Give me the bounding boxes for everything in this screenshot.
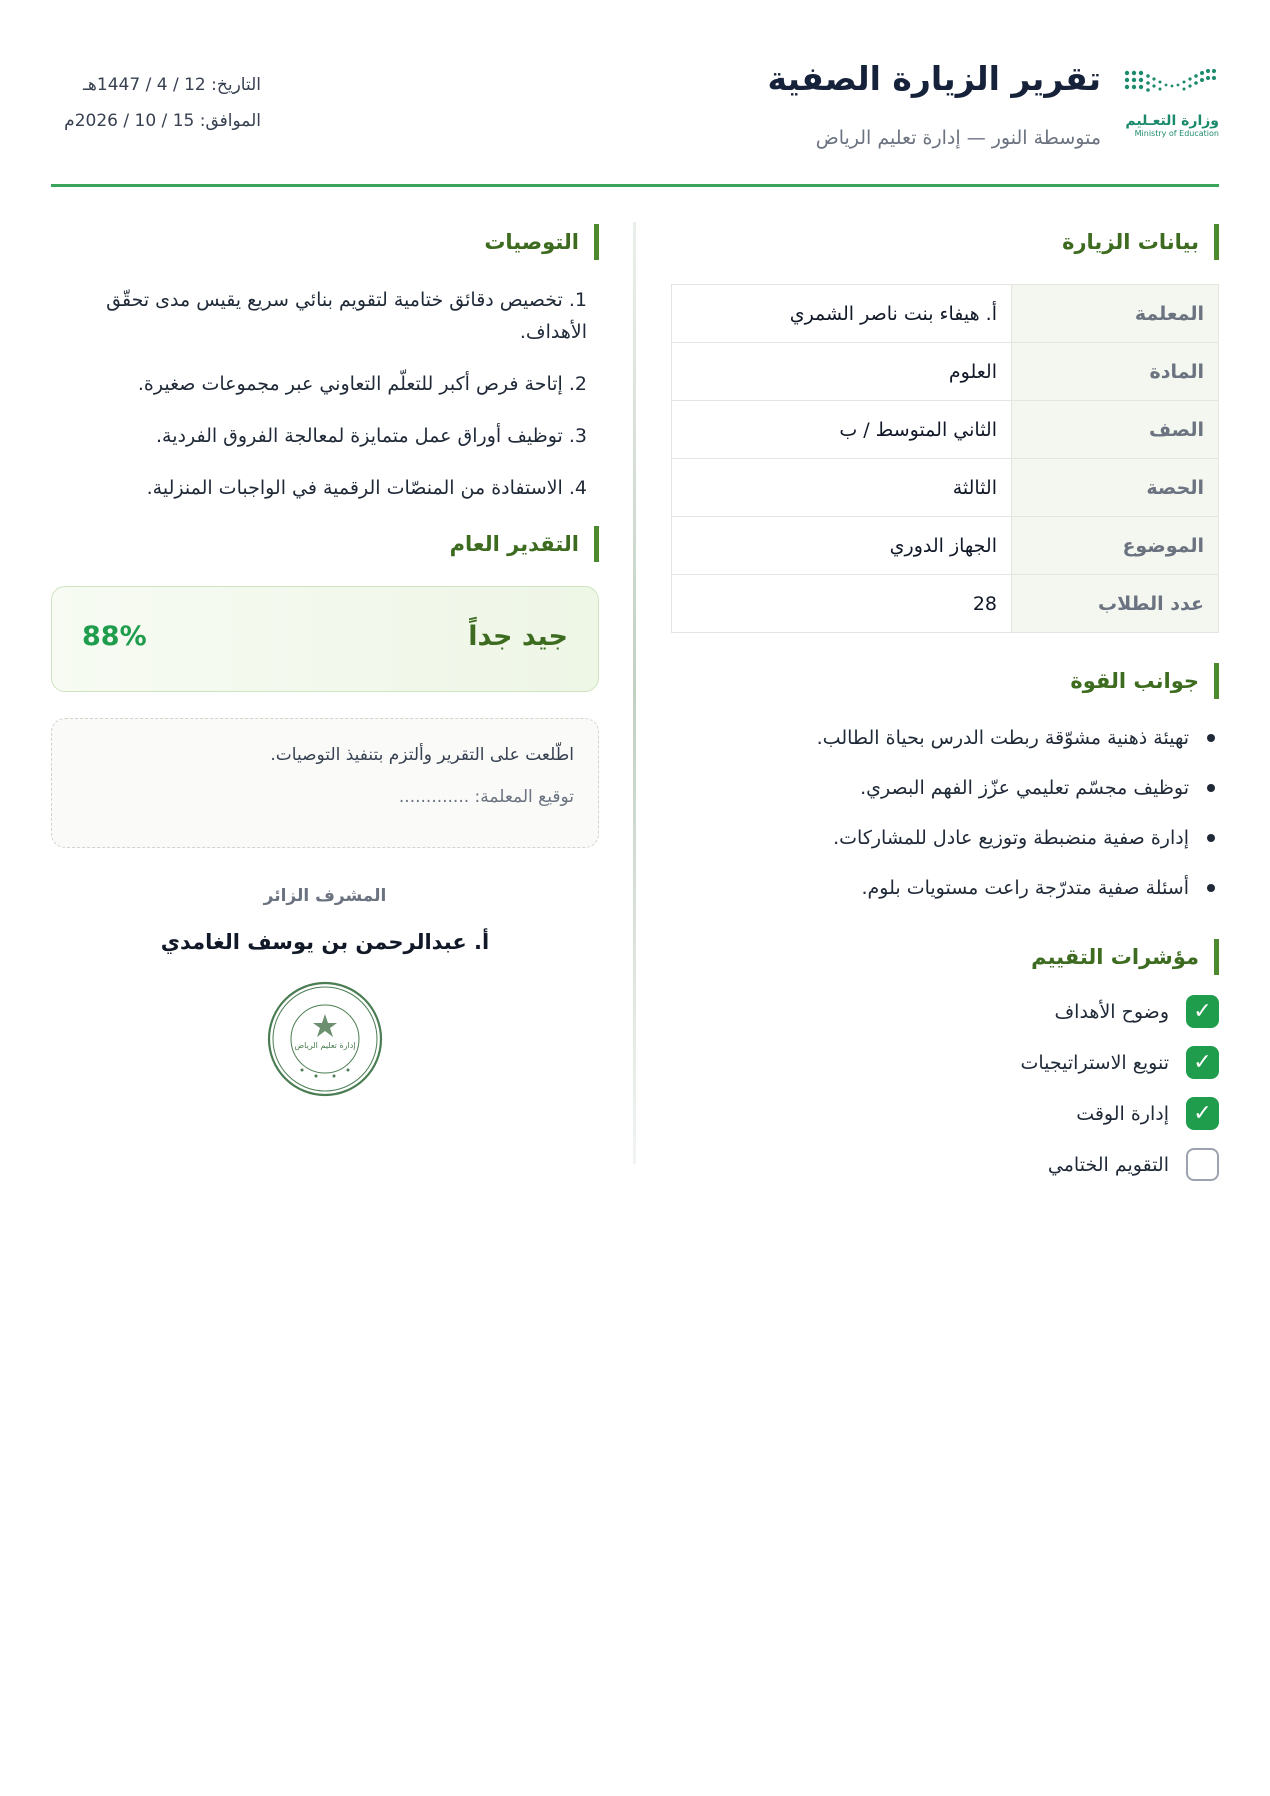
left-column: [51, 222, 599, 1098]
page-subtitle: متوسطة النور — إدارة تعليم الرياض: [815, 127, 1101, 149]
indicator-item: [671, 1095, 1219, 1146]
table-value: الثالثة: [672, 459, 1012, 517]
overall-grade-card: [51, 586, 599, 692]
list-item: أسئلة صفية متدرّجة راعت مستويات بلوم.: [671, 863, 1219, 913]
table-value: الثاني المتوسط / ب: [672, 401, 1012, 459]
official-stamp-icon: [266, 980, 384, 1098]
report-header: [51, 55, 1219, 185]
report-dates: [51, 75, 261, 147]
date-gregorian: الموافق: 15 / 10 / 2026م: [64, 111, 261, 131]
list-item: إدارة صفية منضبطة وتوزيع عادل للمشاركات.: [671, 813, 1219, 863]
logo-arabic-text: وزارة التعـليم: [1125, 113, 1219, 129]
table-row: [672, 343, 1219, 401]
visit-data-table: [671, 284, 1219, 633]
ministry-logo: [1123, 67, 1219, 157]
strengths-heading: جوانب القوة: [671, 661, 1219, 701]
grade-label: جيد جداً: [468, 621, 568, 652]
list-item: تهيئة ذهنية مشوّقة ربطت الدرس بحياة الطالب.: [671, 713, 1219, 763]
grade-percent: 88%: [82, 621, 147, 652]
list-item: 4. الاستفادة من المنصّات الرقمية في الواجبات المنزلية.: [146, 477, 587, 499]
supervisor-role: المشرف الزائر: [263, 886, 387, 906]
table-value: أ. هيفاء بنت ناصر الشمري: [672, 285, 1012, 343]
indicator-item: [671, 993, 1219, 1044]
overall-heading: التقدير العام: [51, 524, 599, 564]
table-row: [672, 459, 1219, 517]
checkbox-checked[interactable]: ✓: [1186, 1097, 1219, 1130]
table-row: [672, 575, 1219, 633]
indicator-label: إدارة الوقت: [1076, 1103, 1169, 1125]
table-row: [672, 401, 1219, 459]
table-value: العلوم: [672, 343, 1012, 401]
list-item: توظيف مجسّم تعليمي عزّز الفهم البصري.: [671, 763, 1219, 813]
stamp-text: إدارة تعليم الرياض: [294, 1041, 356, 1050]
indicators-heading: مؤشرات التقييم: [671, 937, 1219, 977]
signature-line: توقيع المعلمة: .............: [398, 787, 574, 807]
table-row: [672, 517, 1219, 575]
indicator-label: وضوح الأهداف: [1054, 1001, 1169, 1023]
checkbox-checked[interactable]: ✓: [1186, 1046, 1219, 1079]
indicator-label: التقويم الختامي: [1047, 1154, 1169, 1176]
table-value: الجهاز الدوري: [672, 517, 1012, 575]
header-divider: [51, 184, 1219, 187]
column-divider: [633, 222, 636, 1164]
list-item: 1. تخصيص دقائق ختامية لتقويم بنائي سريع يقيس مدى تحقّق الأهداف.: [106, 289, 587, 343]
indicator-item: [671, 1044, 1219, 1095]
strengths-list: [671, 713, 1219, 913]
right-column: [671, 222, 1219, 1197]
checkbox-checked[interactable]: ✓: [1186, 995, 1219, 1028]
table-row: [672, 285, 1219, 343]
indicators-list: [671, 993, 1219, 1197]
ministry-logo-dots-icon: [1123, 67, 1219, 107]
checkbox-unchecked[interactable]: [1186, 1148, 1219, 1181]
page-title: تقرير الزيارة الصفية: [767, 59, 1101, 98]
acknowledgement-text: اطّلعت على التقرير وألتزم بتنفيذ التوصيات.: [270, 745, 574, 765]
table-key: المعلمة: [1012, 285, 1219, 343]
table-key: الصف: [1012, 401, 1219, 459]
table-value: 28: [672, 575, 1012, 633]
date-hijri: التاريخ: 12 / 4 / 1447هـ: [82, 75, 261, 95]
list-item: 2. إتاحة فرص أكبر للتعلّم التعاوني عبر مجموعات صغيرة.: [137, 373, 587, 395]
visit-data-heading: بيانات الزيارة: [671, 222, 1219, 262]
recommendations-list: [51, 284, 599, 504]
indicator-item: [671, 1146, 1219, 1197]
recommendations-heading: التوصيات: [51, 222, 599, 262]
table-key: المادة: [1012, 343, 1219, 401]
table-key: عدد الطلاب: [1012, 575, 1219, 633]
acknowledgement-box: [51, 718, 599, 848]
table-key: الموضوع: [1012, 517, 1219, 575]
supervisor-name: أ. عبدالرحمن بن يوسف الغامدي: [160, 930, 490, 954]
logo-english-text: Ministry of Education: [1134, 129, 1219, 138]
supervisor-block: [51, 886, 599, 1098]
table-key: الحصة: [1012, 459, 1219, 517]
indicator-label: تنويع الاستراتيجيات: [1020, 1052, 1169, 1074]
list-item: 3. توظيف أوراق عمل متمايزة لمعالجة الفروق الفردية.: [156, 425, 587, 447]
